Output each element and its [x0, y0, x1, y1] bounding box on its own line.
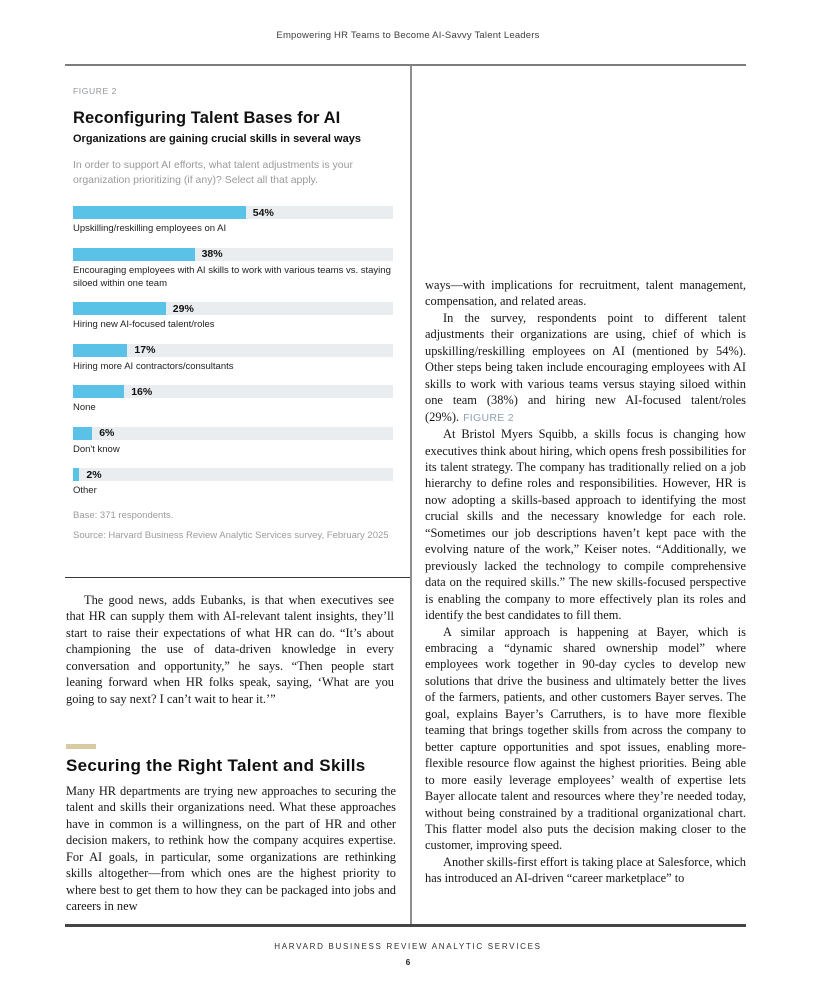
bar-row [73, 344, 393, 374]
bar-value-label: 38% [201, 248, 223, 261]
figure-label: FIGURE 2 [73, 86, 118, 96]
bar-value-label: 17% [134, 344, 156, 357]
paragraph-text: In the survey, respondents point to different talent adjustments their organizations are using, chief of which is upskilling/reskilling employees on AI (mentioned by 54%). Other steps being taken include encouraging employees with AI skills to work with various teams versus staying siloed within one team (38%) and hiring new AI-focused talent/roles (29%). [425, 310, 746, 424]
bar-category-label: Don't know [73, 443, 120, 455]
figure-subtitle: Organizations are gaining crucial skills in several ways [73, 133, 361, 145]
bar-value-label: 16% [131, 385, 153, 398]
bar-track [73, 302, 393, 315]
bar-fill [73, 468, 79, 481]
bar-row [73, 248, 393, 290]
bar-fill [73, 248, 195, 261]
footer-publisher: HARVARD BUSINESS REVIEW ANALYTIC SERVICES [274, 942, 542, 951]
bar-fill [73, 385, 124, 398]
bar-row [73, 302, 393, 332]
column-divider [410, 66, 412, 924]
body-paragraph: At Bristol Myers Squibb, a skills focus is changing how executives think about hiring, which opens fresh possibilities for its talent strategy. The company has traditionally relied on a job hierarchy to define roles and responsibilities. However, HR is now adopting a skills-based approach to identifying the most crucial skills and the necessary knowledge for each role. “Sometimes our job descriptions haven’t kept pace with the evolving nature of the work,” Keiser notes. “Additionally, we previously lacked the technology to compile comprehensive data on the required skills.” The new skills-focused perspective is enabling the company to more effectively plan its roles and identify the best candidates to fill them. [425, 427, 746, 623]
footer-page-number: 6 [405, 958, 411, 967]
bar-value-label: 2% [86, 468, 102, 481]
body-paragraph: A similar approach is happening at Bayer, which is embracing a “dynamic shared ownership model” where employees work together in 90-day cycles to develop new solutions that drive the business and ultimately better the lives of the farmers, patients, and other customers Bayer serves. The goal, explains Bayer’s Carruthers, is to have more flexible teaming that brings together skills from across the company to better capture opportunities and spot issues, enabling more-flexible resource flow against the highest priorities. Being able to more easily leverage employees’ wealth of expertise lets Bayer allocate talent and resources where they’re needed today, without being constrained by a traditional organizational chart. This flatter model also puts the decision making closer to the customer, improving speed. [425, 624, 746, 853]
bar-track [73, 385, 393, 398]
left-column-text [66, 592, 394, 707]
bar-value-label: 6% [99, 427, 115, 440]
bar-fill [73, 427, 92, 440]
bar-fill [73, 302, 166, 315]
bar-category-label: Encouraging employees with AI skills to work with various teams vs. staying siloed within one team [73, 264, 391, 289]
bar-track [73, 344, 393, 357]
bar-track [73, 248, 393, 261]
bar-row [73, 206, 393, 236]
right-column-text [425, 277, 746, 887]
figure-base-note: Base: 371 respondents. [73, 509, 174, 521]
bar-fill [73, 206, 246, 219]
bar-row [73, 468, 393, 498]
bar-category-label: Hiring more AI contractors/consultants [73, 360, 234, 372]
body-paragraph: Another skills-first effort is taking place at Salesforce, which has introduced an AI-driven “career marketplace” to [425, 854, 746, 886]
bar-row [73, 427, 393, 457]
figure-reference: FIGURE 2 [463, 411, 514, 424]
bar-category-label: None [73, 402, 96, 414]
bar-track [73, 427, 393, 440]
figure-question: In order to support AI efforts, what talent adjustments is your organization prioritizing (if any)? Select all that apply. [73, 159, 353, 187]
body-paragraph [425, 310, 746, 426]
bar-category-label: Other [73, 485, 97, 497]
body-paragraph: ways—with implications for recruitment, talent management, compensation, and related areas. [425, 278, 746, 309]
bar-track [73, 206, 393, 219]
section-block [66, 744, 396, 915]
figure-source-note: Source: Harvard Business Review Analytic Services survey, February 2025 [73, 529, 389, 541]
body-paragraph: The good news, adds Eubanks, is that when executives see that HR can supply them with AI-relevant talent insights, they’ll start to raise their expectations of what HR can do. “It’s about championing the use of data-driven knowledge in every conversation and opportunity,” he says. “Then people start leaning forward when HR folks speak, saying, ‘What are you going to say next? I can’t wait to hear it.’” [66, 593, 394, 706]
figure-panel [65, 66, 410, 578]
bar-category-label: Upskilling/reskilling employees on AI [73, 223, 227, 235]
bar-row [73, 385, 393, 415]
bar-fill [73, 344, 127, 357]
section-heading: Securing the Right Talent and Skills [66, 756, 366, 775]
bar-track [73, 468, 393, 481]
bar-value-label: 29% [172, 302, 194, 315]
footer-rule [65, 924, 746, 927]
figure-title: Reconfiguring Talent Bases for AI [73, 109, 341, 127]
figure-bars [73, 206, 393, 497]
body-paragraph: Many HR departments are trying new approaches to securing the talent and skills their organizations need. What these approaches have in common is a willingness, on the part of HR and other decision makers, to rethink how the company acquires expertise. For AI goals, in particular, some organizations are rethinking skills altogether—from which ones are the highest priority to where best to get them to how they can be packaged into jobs and careers in new [66, 784, 396, 914]
section-kicker [66, 744, 96, 749]
bar-value-label: 54% [252, 206, 274, 219]
running-head: Empowering HR Teams to Become AI-Savvy Talent Leaders [276, 30, 540, 41]
bar-category-label: Hiring new AI-focused talent/roles [73, 319, 215, 331]
